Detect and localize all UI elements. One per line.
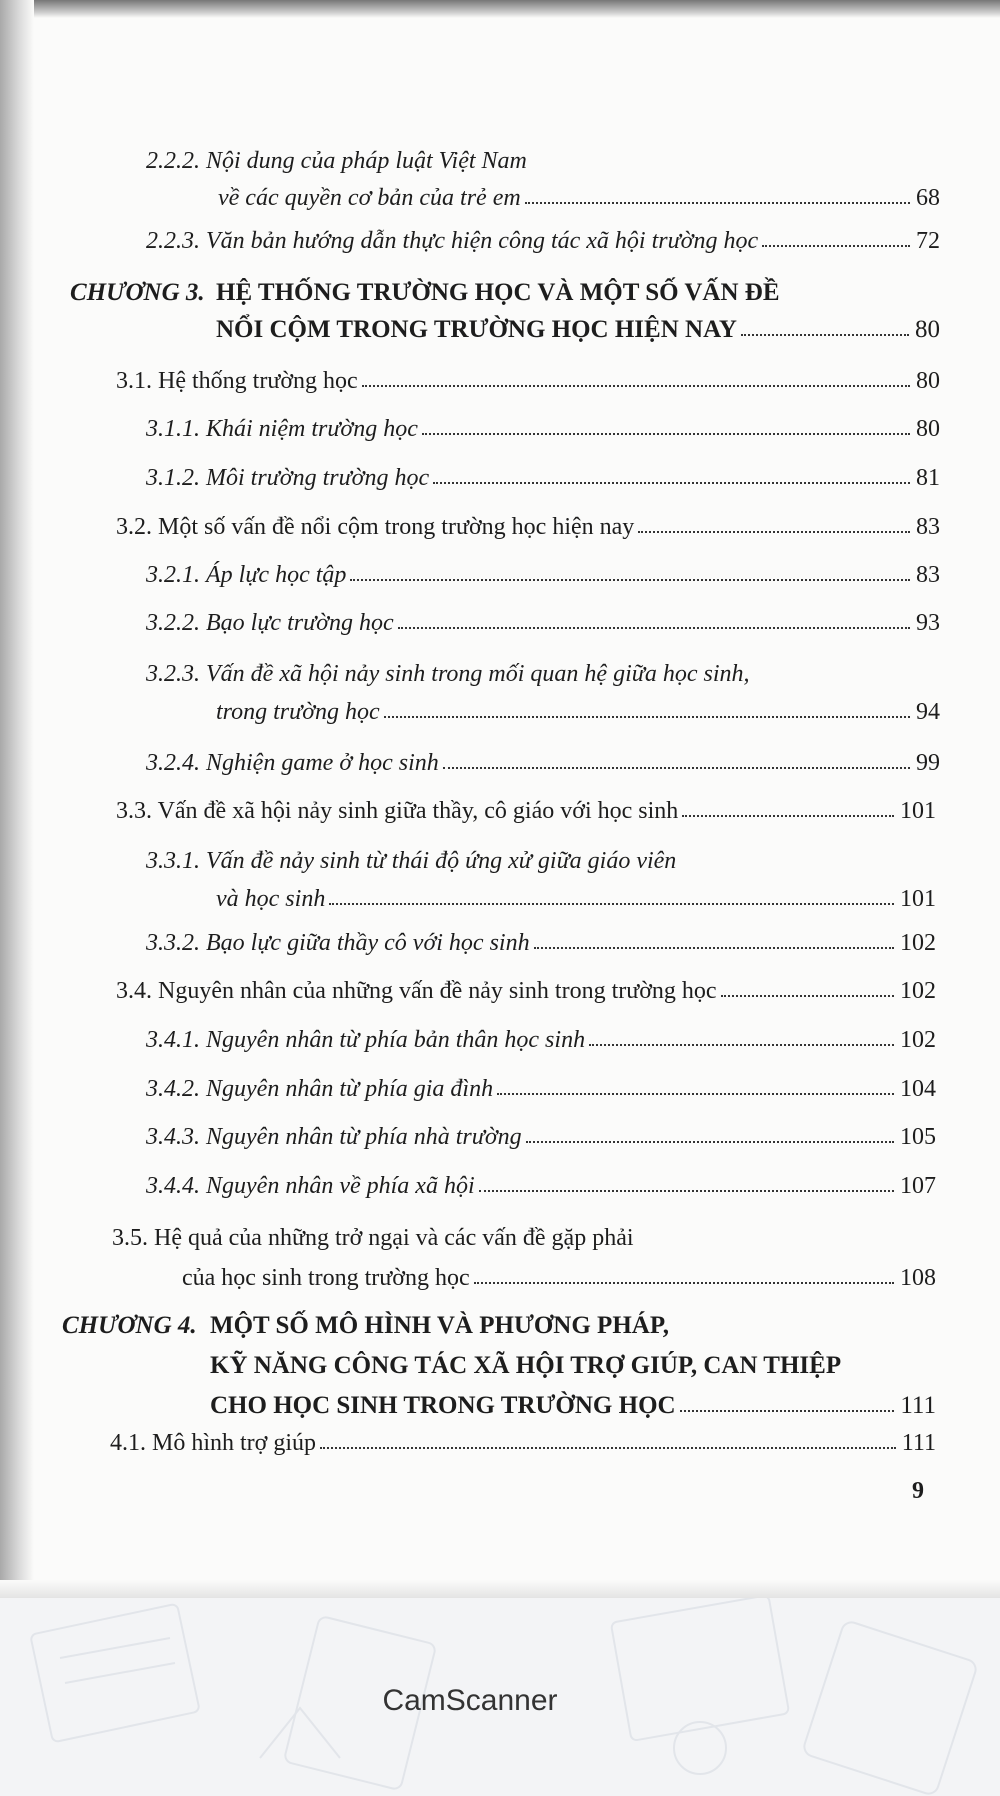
toc-page-number: 81 — [916, 465, 940, 491]
toc-entry-title: 3.4.4. Nguyên nhân về phía xã hội — [146, 1173, 475, 1199]
toc-page-number: 102 — [900, 978, 936, 1004]
toc-entry — [146, 406, 940, 443]
dot-leader — [682, 815, 894, 817]
toc-entry — [146, 740, 940, 777]
toc-entry-title: 3.2.1. Áp lực học tập — [146, 562, 347, 588]
toc-entry — [146, 455, 940, 492]
toc-page-number: 101 — [900, 886, 936, 912]
dot-leader — [320, 1447, 896, 1449]
toc-entry — [146, 218, 940, 255]
dot-leader — [362, 385, 910, 387]
toc-entry — [110, 1420, 936, 1457]
toc-entry — [116, 504, 940, 541]
toc-page-number: 105 — [900, 1124, 936, 1150]
toc-entry — [116, 358, 940, 395]
toc-entry-title: 3.3.2. Bạo lực giữa thầy cô với học sinh — [146, 930, 530, 956]
toc-entry-title: 4.1. Mô hình trợ giúp — [110, 1430, 317, 1456]
toc-entry-title: 3.4.1. Nguyên nhân từ phía bản thân học sinh — [146, 1027, 586, 1053]
toc-entry-title: và học sinh — [216, 886, 326, 912]
toc-page-number: 72 — [916, 228, 940, 254]
camscanner-brand: CamScanner — [382, 1684, 558, 1717]
dot-leader — [497, 1093, 894, 1095]
toc-page-number: 80 — [916, 416, 940, 442]
scanner-footer — [0, 1598, 1000, 1796]
toc-page-number: 107 — [900, 1173, 936, 1199]
toc-entry-title: 3.2.4. Nghiện game ở học sinh — [146, 750, 439, 776]
dot-leader — [721, 995, 894, 997]
toc-entry — [146, 920, 936, 957]
toc-entry-title: NỔI CỘM TRONG TRƯỜNG HỌC HIỆN NAY — [216, 316, 737, 343]
chapter-label: CHƯƠNG 3. — [70, 279, 205, 306]
toc-entry — [146, 600, 940, 637]
dot-leader — [741, 334, 909, 336]
dot-leader — [329, 903, 894, 905]
dot-leader — [534, 947, 894, 949]
page-number: 9 — [912, 1478, 924, 1504]
dot-leader — [479, 1190, 894, 1192]
toc-entry — [116, 788, 936, 825]
dot-leader — [433, 482, 910, 484]
toc-entry-title: 3.3. Vấn đề xã hội nảy sinh giữa thầy, cô giáo với học sinh — [116, 798, 679, 824]
toc-entry-title: 3.5. Hệ quả của những trở ngại và các vấn đề gặp phải — [112, 1225, 634, 1251]
toc-page-number: 99 — [916, 750, 940, 776]
toc-entry — [146, 1017, 936, 1054]
toc-entry-title: của học sinh trong trường học — [182, 1265, 470, 1291]
toc-entry-title: về các quyền cơ bản của trẻ em — [218, 185, 521, 211]
dot-leader — [680, 1410, 895, 1412]
dot-leader — [443, 767, 910, 769]
toc-page-number: 93 — [916, 610, 940, 636]
toc-entry-title: MỘT SỐ MÔ HÌNH VÀ PHƯƠNG PHÁP, — [210, 1312, 670, 1339]
toc-page-number: 80 — [916, 368, 940, 394]
dot-leader — [638, 531, 910, 533]
toc-page-number: 102 — [900, 930, 936, 956]
toc-page-number: 80 — [915, 316, 940, 343]
toc-page-number: 94 — [916, 699, 940, 725]
dot-leader — [526, 1141, 894, 1143]
toc-entry-title: 2.2.3. Văn bản hướng dẫn thực hiện công tác xã hội trường học — [146, 228, 759, 254]
toc-page-number: 68 — [916, 185, 940, 211]
toc-entry-title: 3.4. Nguyên nhân của những vấn đề nảy sinh trong trường học — [116, 978, 717, 1004]
toc-entry-title: trong trường học — [216, 699, 380, 725]
toc-page-number: 102 — [900, 1027, 936, 1053]
toc-entry — [116, 968, 936, 1005]
dot-leader — [589, 1044, 894, 1046]
toc-entry-title: CHO HỌC SINH TRONG TRƯỜNG HỌC — [210, 1392, 676, 1419]
chapter-label: CHƯƠNG 4. — [62, 1312, 197, 1339]
toc-entry — [146, 1066, 936, 1103]
toc-page-number: 83 — [916, 562, 940, 588]
toc-entry — [112, 1212, 936, 1292]
dot-leader — [398, 627, 910, 629]
toc-entry — [146, 1114, 936, 1151]
toc-entry-title: 3.4.2. Nguyên nhân từ phía gia đình — [146, 1076, 494, 1102]
dot-leader — [525, 202, 910, 204]
toc-entry-title: 3.1.2. Môi trường trường học — [146, 465, 430, 491]
toc-entry-title: 3.4.3. Nguyên nhân từ phía nhà trường — [146, 1124, 522, 1150]
dot-leader — [384, 716, 910, 718]
toc-entry-title: 3.2. Một số vấn đề nổi cộm trong trường học hiện nay — [116, 514, 635, 540]
dot-leader — [762, 245, 910, 247]
toc-entry — [70, 270, 940, 344]
toc-entry-title: 3.2.2. Bạo lực trường học — [146, 610, 394, 636]
toc-entry-title: HỆ THỐNG TRƯỜNG HỌC VÀ MỘT SỐ VẤN ĐỀ — [216, 279, 780, 306]
toc-entry-title: 3.3.1. Vấn đề nảy sinh từ thái độ ứng xử giữa giáo viên — [146, 848, 677, 874]
toc-entry — [146, 552, 940, 589]
toc-entry-title: 3.1.1. Khái niệm trường học — [146, 416, 418, 442]
dot-leader — [474, 1282, 894, 1284]
toc-entry-title: 3.1. Hệ thống trường học — [116, 368, 358, 394]
dot-leader — [422, 433, 910, 435]
toc-entry — [146, 837, 936, 913]
toc-page-number: 111 — [901, 1430, 936, 1456]
toc-entry-title: 2.2.2. Nội dung của pháp luật Việt Nam — [146, 148, 527, 174]
toc-page-number: 104 — [900, 1076, 936, 1102]
toc-entry-title: 3.2.3. Vấn đề xã hội nảy sinh trong mối quan hệ giữa học sinh, — [146, 661, 750, 687]
toc-page-number: 108 — [900, 1265, 936, 1291]
toc-page-number: 111 — [900, 1392, 936, 1419]
toc-entry — [146, 138, 940, 212]
toc-entry-title: KỸ NĂNG CÔNG TÁC XÃ HỘI TRỢ GIÚP, CAN THIỆP — [210, 1352, 842, 1379]
toc-page-number: 83 — [916, 514, 940, 540]
toc-entry — [146, 1163, 936, 1200]
toc-entry — [146, 650, 940, 726]
toc-entry — [62, 1300, 936, 1420]
dot-leader — [350, 579, 910, 581]
toc-page-number: 101 — [900, 798, 936, 824]
